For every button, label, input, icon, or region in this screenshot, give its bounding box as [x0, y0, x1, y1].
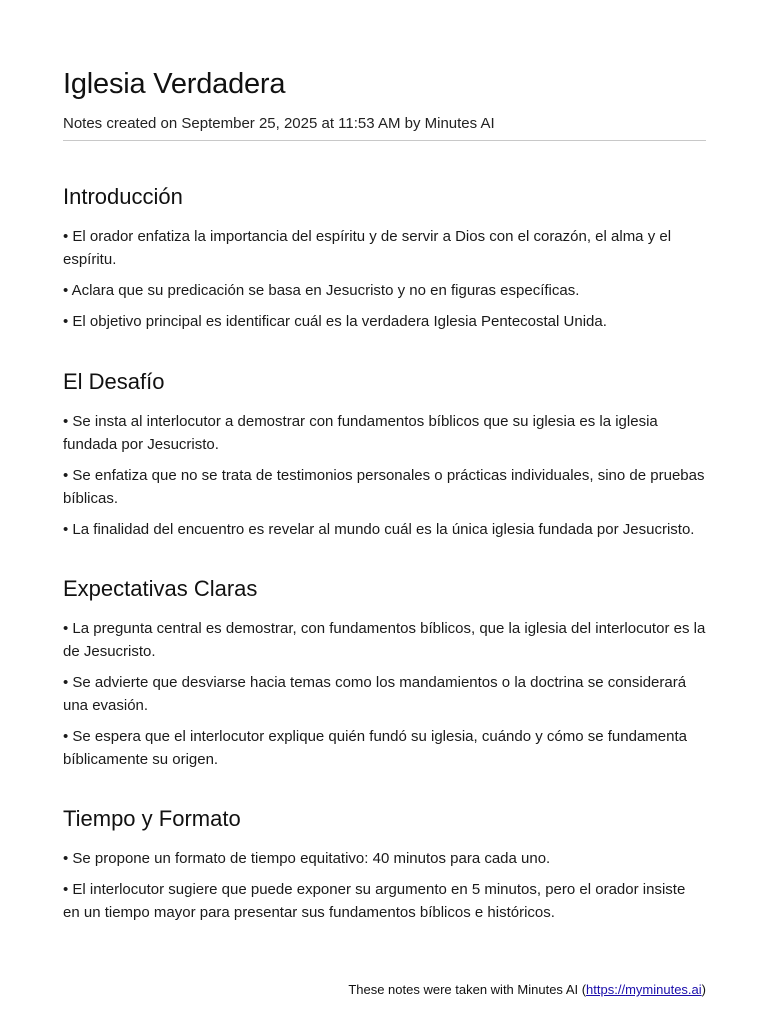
section-el-desafio: [63, 368, 706, 541]
notes-page: [63, 0, 706, 924]
footer-link-scheme: https://: [586, 982, 626, 997]
bullet-list: [63, 225, 706, 333]
header-divider: [63, 140, 706, 141]
bullet-item: • Se espera que el interlocutor explique quién fundó su iglesia, cuándo y cómo se fundamenta bíblicamente su origen.: [63, 728, 687, 768]
footer-suffix: ): [701, 982, 706, 997]
bullet-list: [63, 847, 706, 924]
bullet-list: [63, 410, 706, 541]
section-expectativas-claras: [63, 575, 706, 771]
bullet-list: [63, 617, 706, 771]
section-introduccion: [63, 183, 706, 333]
section-heading: El Desafío: [63, 369, 165, 394]
bullet-item: • Se enfatiza que no se trata de testimonios personales o prácticas individuales, sino de pruebas bíblicas.: [63, 467, 705, 507]
bullet-item: • Se advierte que desviarse hacia temas como los mandamientos o la doctrina se considerará una evasión.: [63, 674, 687, 714]
section-heading: Introducción: [63, 184, 183, 209]
bullet-item: • Se propone un formato de tiempo equitativo: 40 minutos para cada uno.: [63, 850, 551, 867]
bullet-item: • El objetivo principal es identificar cuál es la verdadera Iglesia Pentecostal Unida.: [63, 313, 607, 330]
bullet-item: • Aclara que su predicación se basa en Jesucristo y no en figuras específicas.: [63, 282, 580, 299]
bullet-item: • La finalidad del encuentro es revelar al mundo cuál es la única iglesia fundada por Jesucristo.: [63, 521, 695, 538]
section-tiempo-y-formato: [63, 805, 706, 924]
footer-attribution: [348, 981, 706, 999]
document-meta: Notes created on September 25, 2025 at 11:53 AM by Minutes AI: [63, 115, 495, 132]
footer-link[interactable]: [586, 982, 702, 997]
section-heading: Tiempo y Formato: [63, 806, 241, 831]
document-title: Iglesia Verdadera: [63, 68, 286, 100]
footer-prefix: These notes were taken with Minutes AI (: [348, 982, 587, 997]
section-heading: Expectativas Claras: [63, 576, 258, 601]
bullet-item: • La pregunta central es demostrar, con fundamentos bíblicos, que la iglesia del interlocutor es la de Jesucristo.: [63, 620, 706, 660]
bullet-item: • Se insta al interlocutor a demostrar con fundamentos bíblicos que su iglesia es la iglesia fundada por Jesucristo.: [63, 413, 658, 453]
footer-link-domain: myminutes.ai: [625, 982, 702, 997]
bullet-item: • El interlocutor sugiere que puede exponer su argumento en 5 minutos, pero el orador insiste en un tiempo mayor para presentar sus fundamentos bíblicos e históricos.: [63, 881, 686, 921]
bullet-item: • El orador enfatiza la importancia del espíritu y de servir a Dios con el corazón, el alma y el espíritu.: [63, 228, 672, 268]
